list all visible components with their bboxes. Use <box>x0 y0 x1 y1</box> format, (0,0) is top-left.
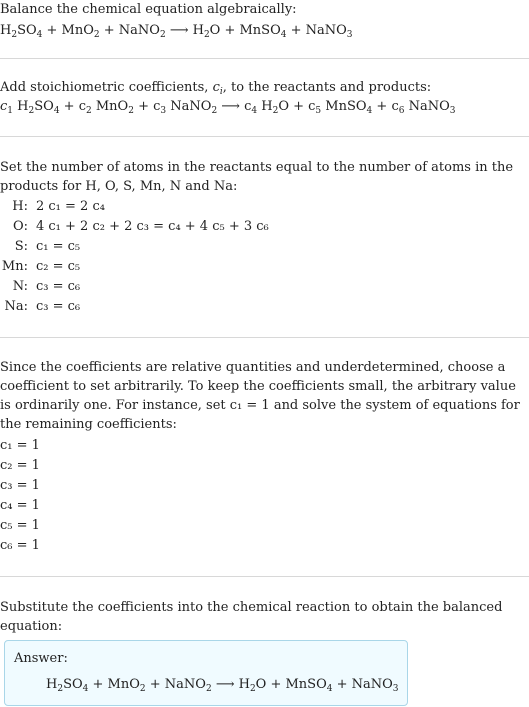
coefficient-value: c₃ = 1 <box>0 478 40 493</box>
coefficient-value: c₂ = 1 <box>0 458 40 473</box>
answer-label: Answer: <box>14 651 68 666</box>
balanced-equation: $H_2SO_4 + MnO_2$ + NaNO$_2$ ⟶ $H_2O$ + MnSO$_4$ + NaNO$_3$ <box>46 677 399 694</box>
divider <box>0 58 529 59</box>
coefficient-value: c₅ = 1 <box>0 518 40 533</box>
coefficient-value: c₁ = 1 <box>0 438 40 453</box>
atom-equation-row: H: 2 c₁ = 2 c₄ <box>12 199 105 214</box>
divider <box>0 576 529 577</box>
atom-equation-row: O: 4 c₁ + 2 c₂ + 2 c₃ = c₄ + 4 c₅ + 3 c₆ <box>12 219 269 234</box>
atom-equation-row: N: c₃ = c₆ <box>12 279 81 294</box>
unbalanced-equation: $H_2SO_4 + MnO_2$ + NaNO$_2$ ⟶ $H_2O$ + MnSO$_4$ + NaNO$_3$ <box>0 23 353 40</box>
atom-equation-list <box>0 197 529 317</box>
section-intro <box>0 0 529 41</box>
coefficient-value: c₄ = 1 <box>0 498 40 513</box>
intro-text: Balance the chemical equation algebraically: <box>0 2 297 17</box>
divider <box>0 136 529 137</box>
coefficient-values <box>0 436 529 556</box>
atom-intro-text: Set the number of atoms in the reactants equal to the number of atoms in the products for H, O, S, Mn, N and Na: <box>0 160 514 194</box>
atom-equation-row: S: c₁ = c₅ <box>14 239 81 254</box>
coefficient-value: c₆ = 1 <box>0 538 40 553</box>
atom-equation-row: Mn: c₂ = c₅ <box>1 259 81 274</box>
section-answer <box>0 598 529 636</box>
section-solve <box>0 358 529 556</box>
coefficient-equation: $c_1$ $H_2SO_4 + c_2$ $MnO_2 + c_3$ NaNO$_2$ ⟶ $c_4$ $H_2O + c_5$ MnSO$_4$ + $c_6$ NaNO$_3$ <box>0 99 456 116</box>
section-atom-equations <box>0 158 529 317</box>
coefficients-text: Add stoichiometric coefficients, $c_i$, to the reactants and products: <box>0 80 432 97</box>
divider <box>0 337 529 338</box>
solve-text: Since the coefficients are relative quantities and underdetermined, choose a coefficient to set arbitrarily. To keep the coefficients small, the arbitrary value is ordinarily one. For instance, set c₁ = 1 and solve the system of equations for the remaining coefficients: <box>0 360 520 432</box>
section-coefficients <box>0 78 529 117</box>
atom-equation-row: Na: c₃ = c₆ <box>4 299 81 314</box>
answer-box <box>4 640 408 706</box>
substitute-text: Substitute the coefficients into the chemical reaction to obtain the balanced equation: <box>0 600 503 634</box>
